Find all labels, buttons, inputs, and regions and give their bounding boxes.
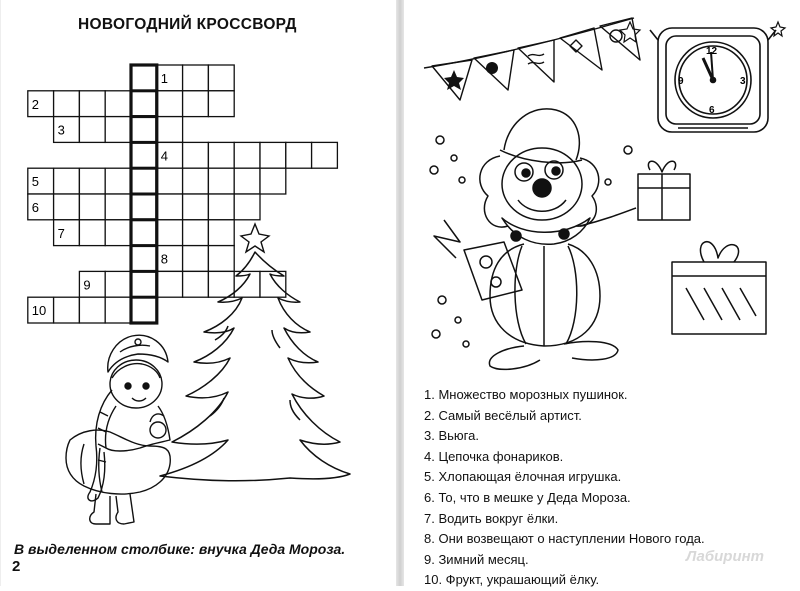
page-title: НОВОГОДНИЙ КРОССВОРД: [78, 16, 297, 33]
clue-item: 8. Они возвещают о наступлении Нового года.: [424, 531, 705, 547]
crossword-row-number: 2: [31, 96, 40, 112]
clue-item: 4. Цепочка фонариков.: [424, 448, 564, 464]
clue-item: 9. Зимний месяц.: [424, 551, 529, 567]
clue-item: 3. Вьюга.: [424, 428, 479, 444]
clock-number-3: 3: [740, 76, 746, 87]
clue-item: 6. То, что в мешке у Деда Мороза.: [424, 489, 631, 505]
right-page: [404, 0, 800, 586]
clue-list: [424, 385, 705, 591]
crossword-row-number: 6: [31, 200, 40, 215]
footnote-hint: В выделенном столбике: внучка Деда Мороза.: [14, 541, 346, 557]
tree-star-icon: [241, 224, 269, 252]
crossword-row-number: 10: [31, 303, 47, 319]
crossword-row-number: 4: [160, 148, 169, 164]
crossword-row-number: 3: [57, 122, 65, 138]
clue-item: 10. Фрукт, украшающий ёлку.: [424, 572, 600, 588]
clue-item: 2. Самый весёлый артист.: [424, 407, 582, 423]
left-page: [0, 0, 396, 586]
christmas-tree-icon: [160, 252, 350, 481]
clock-number-12: 12: [706, 46, 718, 57]
clown-icon: [430, 109, 766, 370]
crossword-row-number: 8: [160, 251, 169, 267]
bunting-flags-icon: [424, 18, 640, 100]
clock-number-6: 6: [709, 105, 715, 116]
watermark-logo: Лабиринт: [686, 548, 765, 565]
clock-number-9: 9: [678, 76, 684, 87]
crossword-row-number: 1: [160, 71, 169, 86]
clock-icon: [650, 28, 776, 132]
clue-item: 5. Хлопающая ёлочная игрушка.: [424, 469, 622, 485]
clue-item: 1. Множество морозных пушинок.: [424, 387, 628, 402]
decorative-stars-icon: [620, 22, 785, 42]
page-number: 2: [12, 558, 21, 575]
crossword-row-number: 7: [57, 225, 65, 241]
clue-item: 7. Водить вокруг ёлки.: [424, 510, 559, 526]
snow-maiden-and-tree-illustration: [0, 0, 396, 586]
snow-maiden-icon: [66, 335, 170, 524]
book-gutter: [396, 0, 404, 586]
crossword-row-number: 9: [83, 277, 91, 293]
crossword-row-number: 5: [31, 174, 40, 190]
